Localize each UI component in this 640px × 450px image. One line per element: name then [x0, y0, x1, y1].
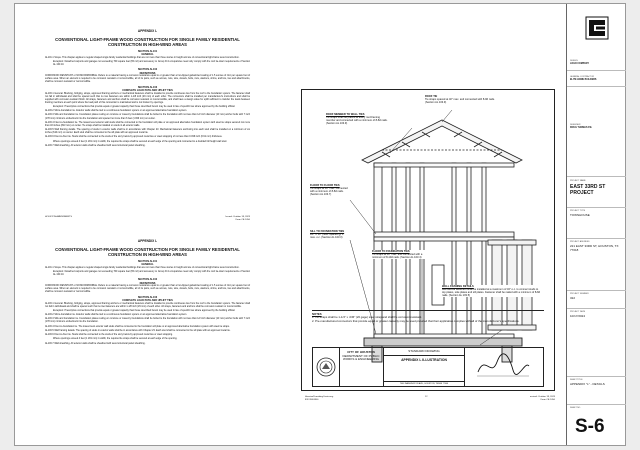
- paragraph: Exception: Prescriptive connections that provide equal or greater capacity than those described herein may be used in lieu of specific ties where approved by the building official.: [53, 106, 236, 109]
- sheet-title-block: [566, 4, 626, 445]
- paragraph: AL103.2 Sill-to-foundation tie. Exterior walls shall be tied to a continuous foundation system or an approved alternative foundation system.: [45, 110, 187, 113]
- dept-address: 7000 WASHINGTON AVE., HOUSTON, TEXAS 77006: [384, 381, 464, 386]
- footer-issued: Issued: October 18, 2023: [225, 216, 250, 218]
- callout-title: WALL FRAMING DETAILS: [442, 285, 474, 288]
- callout-wall-framing: [442, 285, 542, 297]
- tb-label: DESIGNER: [570, 124, 581, 126]
- paragraph: AL103.1 General. Blocking, bridging, straps, approved framing anchors or mechanical fasteners shall be installed to provide continuous ties from the roof to the foundation system. The fastener shall not fail in withdrawal and shall be spaced such that no two fasteners are within 1-1/8 inch (29 mm) of each other. The connectors shall be installed per manufacturer's instructions and shall be supplied with corrosion-resistant finish. All straps, fasteners and anchors shall be corrosion resistant or noncorrodible, and shall have a design value for uplift sufficient to transfer the loads between framing members at each point where the load path of this connection is maintained and is not broken by openings.: [45, 92, 250, 104]
- tb-label: SHEET NO.: [570, 407, 581, 409]
- dept-line: DEPARTMENT OF PUBLIC: [342, 353, 380, 358]
- section-subheading: COMPLETE LOAD PATH AND UPLIFT TIES: [122, 299, 173, 303]
- callout-title: FLOOR TO FOUNDATION TIES: [372, 250, 410, 253]
- roof-framing: [362, 120, 522, 163]
- sheet-title: APPENDIX "L" - DETAILS: [570, 382, 605, 386]
- appendix-title: CONVENTIONAL LIGHT-FRAME WOOD CONSTRUCTION FOR SINGLE FAMILY RESIDENTIAL CONSTRUCTION IN HIGH-WIND AREAS: [55, 36, 240, 47]
- tb-label: PROJECT DATE: [570, 311, 586, 313]
- footer-phone: 832.394.8800: [305, 398, 319, 401]
- paragraph: AL101.1 Scope. This chapter applies to regular shaped single family residential buildings that are not more than three stories in height and are of conventional light-frame wood construction.: [45, 266, 240, 269]
- paragraph: CORROSION RESISTANT or NONCORRODIBLE. Refers to a material having a corrosion resistance equal to or greater than a hot-dipped galvanized coating of 1.5 ounces of zinc per square foot of surface area. When an element is required to be corrosion resistant or noncorrodible, all of its parts, such as screws, nuts, wire, dowels, bolts, nuts, washers, shims, anchors, ties and attachments, shall be corrosion resistant or noncorrodible.: [45, 75, 250, 84]
- paragraph: AL103.3 Sills and foundation tie. Foundation plates resting on concrete or masonry foundations shall be bolted to the foundation with not less than 1/2 inch diameter (13 mm) anchor bolts with 7 inch (178 mm) minimum embedment into the foundation.: [45, 318, 250, 324]
- appendix-page-top: [45, 30, 250, 149]
- footer-form: Form CE-1050: [540, 398, 555, 401]
- project-type: TOWNHOUSE: [570, 213, 590, 217]
- section-heading: SECTION AL101: [137, 49, 158, 53]
- tb-label: GENERAL CONTRACTOR: [570, 76, 595, 78]
- callout-roof-member: [326, 113, 388, 125]
- footer-revised: revised: October 18, 2023: [529, 396, 555, 398]
- appendix-label: APPENDIX L: [137, 239, 158, 243]
- callout-title: ROOF MEMBER TO WALL TIES: [326, 113, 365, 116]
- paragraph: AL103.7 Wall sheathing. All exterior walls shall be sheathed with wood structural panel sheathing.: [45, 342, 146, 345]
- section-heading: SECTION AL103: [137, 85, 158, 89]
- section-subheading: GENERAL: [141, 263, 154, 267]
- detail-footer-page: 12: [425, 396, 428, 398]
- detail-footer-right: [503, 396, 555, 402]
- city-seal-icon: [313, 348, 340, 386]
- project-address: 221 EAST 33RD ST, HOUSTON, TX 77018: [570, 244, 619, 252]
- paragraph: AL103.5 Wall framing details. The spacing of studs in exterior walls shall be in accordance with Chapter 23. Each stud shall be connected to the sill plate with an approved metal tie.: [45, 329, 231, 332]
- project-number: 322: [570, 296, 576, 300]
- city-dept: [341, 351, 381, 362]
- firm-logo-icon: [585, 16, 609, 40]
- tb-value: ELITE HOME BUILDERS: [570, 78, 597, 81]
- callout-roof-tie: [425, 95, 505, 104]
- paragraph: AL103.4 Floor-to-foundation tie. The lowest level exterior wall studs shall be connected to the foundation sill plate or an approved alternative foundation system with steel tie straps.: [45, 325, 230, 328]
- appendix-label: APPENDIX L: [137, 29, 158, 33]
- section-heading: SECTION AL102: [137, 278, 158, 282]
- illustration-title: APPENDIX L ILLUSTRATION: [401, 358, 447, 362]
- section-subheading: DEFINITIONS: [139, 71, 156, 75]
- tb-label: PROJECT ADDRESS: [570, 241, 590, 243]
- tb-value: LOGO COMPANY: [570, 62, 589, 65]
- paragraph: AL103.6 Floor-to-floor tie. Studs shall be connected to the studs of the story below by approved metal ties or steel strapping.: [45, 334, 173, 337]
- appendix-title: CONVENTIONAL LIGHT-FRAME WOOD CONSTRUCTION FOR SINGLE FAMILY RESIDENTIAL CONSTRUCTION IN HIGH-WIND AREAS: [55, 246, 240, 257]
- tb-label: PROJECT NUMBER: [570, 293, 589, 295]
- paragraph: AL103.6 Floor-to-floor tie. Studs shall be connected to the studs of the story below by approved metal ties or steel strapping of not less than 0.036 inch (0.91 mm) thickness.: [45, 136, 223, 139]
- page-footer-right: [210, 216, 250, 222]
- section-subheading: GENERAL: [141, 53, 154, 57]
- tb-value: DOUG THOMAS P.E.: [570, 126, 593, 129]
- footer-form: Form CE-1050: [235, 218, 250, 221]
- callout-note: Tie straps shall be placed at every roof-framing member and connected with a minimum of 8-8d nails. (Section AL 103.9): [326, 116, 388, 126]
- note-item: 2. Pre-manufactured connectors that provide equal or greater capacity may be used provided that their application complies with all of the manufacturer's specifications.: [312, 318, 520, 323]
- paragraph: AL103.5 Wall framing details. The spacing of studs in exterior walls shall be in accordance with Chapter 23. Mechanical fasteners anchoring into each stud shall be installed on a minimum of six inches (610 mm) on center. Each stud shall be connected to the sill plate with an approved metal tie.: [45, 129, 250, 135]
- framing-diagram: [302, 90, 554, 390]
- notes-block: [312, 310, 544, 323]
- dept-line: WORKS & ENGINEERING: [342, 357, 379, 362]
- section-heading: SECTION AL101: [137, 259, 158, 263]
- paragraph: AL101.1 Scope. This chapter applies to regular shaped single family residential buildings that are not more than three stories in height and are of conventional light-frame wood construction.: [45, 56, 240, 59]
- paragraph: AL103.4 Floor-to-foundation tie. The lowest level exterior wall studs shall be connected to the foundation sill plate or an approved alternative foundation system with steel tie straps secured not more than 32 inches (813 mm) on center. Tie straps shall be installed on studs in all exterior walls.: [45, 121, 250, 127]
- paragraph: Exception: Detached carports and garages not exceeding 700 square feet (65 m2) and accessory to Group R-3 occupancies need only comply with the roof tie-down requirements of Section AL 103.10.: [53, 271, 250, 277]
- callout-floor-to-floor: [310, 184, 350, 196]
- notes-title: NOTES: [312, 312, 322, 316]
- paragraph: AL103.2 Sill-to-foundation tie. Exterior walls shall be tied to a continuous foundation system or an approved alternative foundation system.: [45, 314, 187, 317]
- project-name: EAST 33RD ST PROJECT: [570, 184, 606, 196]
- section-subheading: COMPLETE LOAD PATH AND UPLIFT TIES: [122, 89, 173, 93]
- footer-web: HoustonPermittingCenter.org: [305, 396, 334, 398]
- paragraph: Exception: Detached carports and garages not exceeding 700 square feet (65 m2) and accessory to Group R-3 occupancies need only comply with the roof tie-down requirements of Section AL 103.10.: [53, 61, 250, 67]
- callout-title: SILL TO FOUNDATION TIES: [310, 230, 345, 233]
- paragraph: CORROSION RESISTANT or NONCORRODIBLE. Refers to a material having a corrosion resistance equal to or greater than a hot-dipped galvanized coating of 1.5 ounces of zinc per square foot of surface area. When an element is required to be corrosion resistant or noncorrodible, all of its parts, such as screws, nuts, wire, dowels, bolts, nuts, washers, shims, anchors, ties and attachments, shall be corrosion resistant or noncorrodible.: [45, 285, 250, 294]
- footer-text: HOUSTON AMENDMENTS: [45, 216, 72, 218]
- standard-drawing-label: STANDARD DRAWING: [384, 348, 464, 356]
- callout-note: Tie straps at 32" max. connected with a minimum of 8-8d nails. (Section AL 103.7): [310, 187, 348, 197]
- callout-floor-to-foundation: [372, 250, 432, 259]
- tb-label: PROJECT NAME: [570, 180, 586, 182]
- callout-title: FLOOR TO FLOOR TIES: [310, 184, 340, 187]
- callout-note: Tie straps spaced at 32" max. and connected with 8-8d nails. (Section AL 103.9): [425, 98, 495, 105]
- note-item: 1. Tie straps shall be 1-1/4" x .036" (20 gage) steel strap and shall be corrosion resistant.: [312, 315, 422, 320]
- paragraph: Exception: Prescriptive connections that provide equal or greater capacity than those described herein may be used in lieu of specific ties where approved by the building official.: [53, 309, 236, 312]
- paragraph: Where openings exceed 4 feet (1 219 mm) in width, the required tie straps shall be secured at each edge of the opening.: [53, 338, 178, 341]
- callout-note: Tie straps at 32" max. and connected with a minimum of 8-10d nails. (Section AL 103.4): [372, 253, 423, 260]
- detail-footer-left: [305, 396, 333, 402]
- section-heading: SECTION AL103: [137, 295, 158, 299]
- callout-title: ROOF TIE: [425, 95, 438, 98]
- callout-note: Mechanical fasteners shall be installed at a maximum of 32" o.c. to connect studs to top plates, sole plates and sill plates. Fastener shall be nailed with a minimum of 8-8d nails. (Section AL 103.5): [442, 288, 541, 298]
- appendix-page-bottom: [45, 240, 250, 347]
- paragraph: AL103.3 Sills and foundation tie. Foundation plates resting on concrete or masonry foundations shall be bolted to the foundation with not less than 1/2 inch diameter (13 mm) anchor bolts with 7 inch (178 mm) minimum embedment into the foundation and spaced not more than 6 feet (1 829 mm) on center.: [45, 114, 250, 120]
- callout-note: 1/2" X 10" (nest. spaced @ 6' max. o.c. (Section AL 103.3): [310, 233, 344, 240]
- city-name: CITY OF HOUSTON: [347, 350, 375, 354]
- tb-label: DESIGN: [570, 60, 578, 62]
- drawing-title-block: [312, 347, 544, 387]
- tb-label: PROJECT TYPE: [570, 210, 586, 212]
- framing-detail: [301, 89, 555, 391]
- page-footer-left: [45, 216, 72, 219]
- section-subheading: DEFINITIONS: [139, 281, 156, 285]
- callout-sill-to-foundation: [310, 230, 350, 239]
- code-pages: [15, 4, 298, 445]
- project-date: 10/17/2024: [570, 314, 586, 318]
- paragraph: AL103.7 Wall sheathing. All exterior walls shall be sheathed with wood structural panel sheathing.: [45, 144, 146, 147]
- drawing-title-area: [383, 348, 465, 386]
- sheet-number: S-6: [575, 416, 605, 437]
- tb-label: SHEET TITLE: [570, 379, 583, 381]
- drawing-sheet: [14, 3, 626, 446]
- signature-icon: [473, 352, 533, 380]
- paragraph: Where openings exceed 4 feet (1 219 mm) in width, the required tie straps shall be secured at each edge of the opening and connected to a doubled full height wall stud.: [53, 140, 227, 143]
- section-heading: SECTION AL102: [137, 68, 158, 72]
- paragraph: AL103.1 General. Blocking, bridging, straps, approved framing anchors or mechanical fasteners shall be installed to provide continuous ties from the roof to the foundation system. The fastener shall not fail in withdrawal and shall be spaced such that no two fasteners are within 1-1/8 inch (29 mm) of each other. All straps, fasteners and anchors shall be corrosion resistant or noncorrodible.: [45, 302, 250, 308]
